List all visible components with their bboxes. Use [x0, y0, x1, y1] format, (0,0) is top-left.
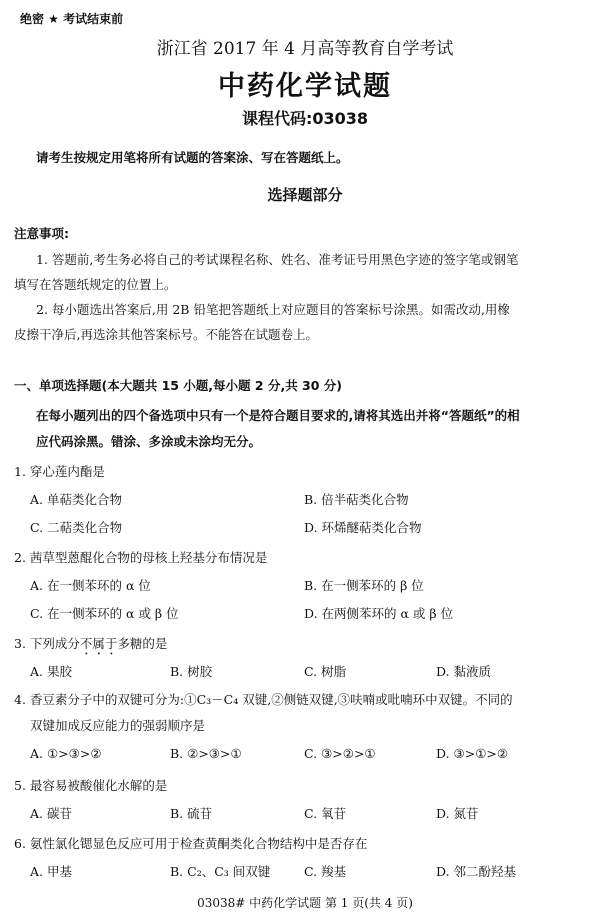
question-3-option-b: B. 树胶	[170, 664, 213, 679]
question-1-option-a: A. 单萜类化合物	[30, 492, 122, 507]
question-3-stem-emphasis: 不属于	[79, 636, 118, 651]
question-2-option-b: B. 在一侧苯环的 β 位	[304, 578, 424, 593]
note-2-line-1: 2. 每小题选出答案后,用 2B 铅笔把答题纸上对应题目的答案标号涂黑。如需改动,用橡	[36, 302, 510, 317]
subject-title: 中药化学试题	[218, 71, 392, 102]
question-5-option-b: B. 硫苷	[170, 806, 213, 821]
question-2-option-a: A. 在一侧苯环的 α 位	[30, 578, 151, 593]
question-1-option-b: B. 倍半萜类化合物	[304, 492, 409, 507]
note-1-line-2: 填写在答题纸规定的位置上。	[14, 277, 177, 292]
part-1-instruction-line-1: 在每小题列出的四个备选项中只有一个是符合题目要求的,请将其选出并将“答题纸”的相	[36, 408, 520, 423]
question-6-option-a: A. 甲基	[30, 864, 72, 879]
question-5-option-d: D. 氮苷	[436, 806, 479, 821]
question-3-stem	[14, 634, 167, 658]
question-4-stem-line-2: 双键加成反应能力的强弱顺序是	[30, 718, 206, 733]
question-6-option-b: B. C₂、C₃ 间双键	[170, 864, 271, 879]
question-4-option-c: C. ③>②>①	[304, 746, 376, 761]
notes-heading: 注意事项:	[14, 226, 69, 241]
question-6-option-d: D. 邻二酚羟基	[436, 864, 517, 879]
question-2-stem: 2. 茜草型蒽醌化合物的母核上羟基分布情况是	[14, 550, 268, 565]
question-3-option-d: D. 黏液质	[436, 664, 492, 679]
course-code: 课程代码:03038	[241, 109, 369, 128]
question-3-stem-prefix: 3. 下列成分	[14, 636, 80, 651]
question-4-option-a: A. ①>③>②	[30, 746, 102, 761]
question-4-option-d: D. ③>①>②	[436, 746, 509, 761]
question-3-stem-suffix: 多糖的是	[117, 636, 168, 651]
page-footer: 03038# 中药化学试题 第 1 页(共 4 页)	[197, 896, 413, 910]
question-2-option-d: D. 在两侧苯环的 α 或 β 位	[304, 606, 454, 621]
part-1-instruction-line-2: 应代码涂黑。错涂、多涂或未涂均无分。	[36, 434, 262, 449]
note-1-line-1: 1. 答题前,考生务必将自己的考试课程名称、姓名、准考证号用黑色字迹的签字笔或钢笔	[36, 252, 519, 267]
part-1-heading: 一、单项选择题(本大题共 15 小题,每小题 2 分,共 30 分)	[14, 378, 343, 393]
question-3-option-a: A. 果胶	[30, 664, 72, 679]
question-3-option-c: C. 树脂	[304, 664, 347, 679]
main-instruction: 请考生按规定用笔将所有试题的答案涂、写在答题纸上。	[36, 150, 349, 165]
section-title: 选择题部分	[267, 186, 343, 204]
question-1-option-d: D. 环烯醚萜类化合物	[304, 520, 422, 535]
question-5-option-c: C. 氧苷	[304, 806, 347, 821]
question-2-option-c: C. 在一侧苯环的 α 或 β 位	[30, 606, 179, 621]
question-6-stem: 6. 氨性氯化锶显色反应可用于检查黄酮类化合物结构中是否存在	[14, 836, 368, 851]
exam-title: 浙江省 2017 年 4 月高等教育自学考试	[156, 39, 454, 59]
question-4-stem-line-1: 4. 香豆素分子中的双键可分为:①C₃－C₄ 双键,②侧链双键,③呋喃或吡喃环中双键。不同的	[14, 692, 513, 707]
question-5-option-a: A. 碳苷	[30, 806, 72, 821]
secret-mark: 绝密 ★ 考试结束前	[20, 12, 124, 26]
question-5-stem: 5. 最容易被酸催化水解的是	[14, 778, 168, 793]
note-2-line-2: 皮擦干净后,再选涂其他答案标号。不能答在试题卷上。	[14, 327, 318, 342]
question-6-option-c: C. 羧基	[304, 864, 347, 879]
question-1-stem: 1. 穿心莲内酯是	[14, 464, 105, 479]
question-4-option-b: B. ②>③>①	[170, 746, 242, 761]
question-1-option-c: C. 二萜类化合物	[30, 520, 123, 535]
